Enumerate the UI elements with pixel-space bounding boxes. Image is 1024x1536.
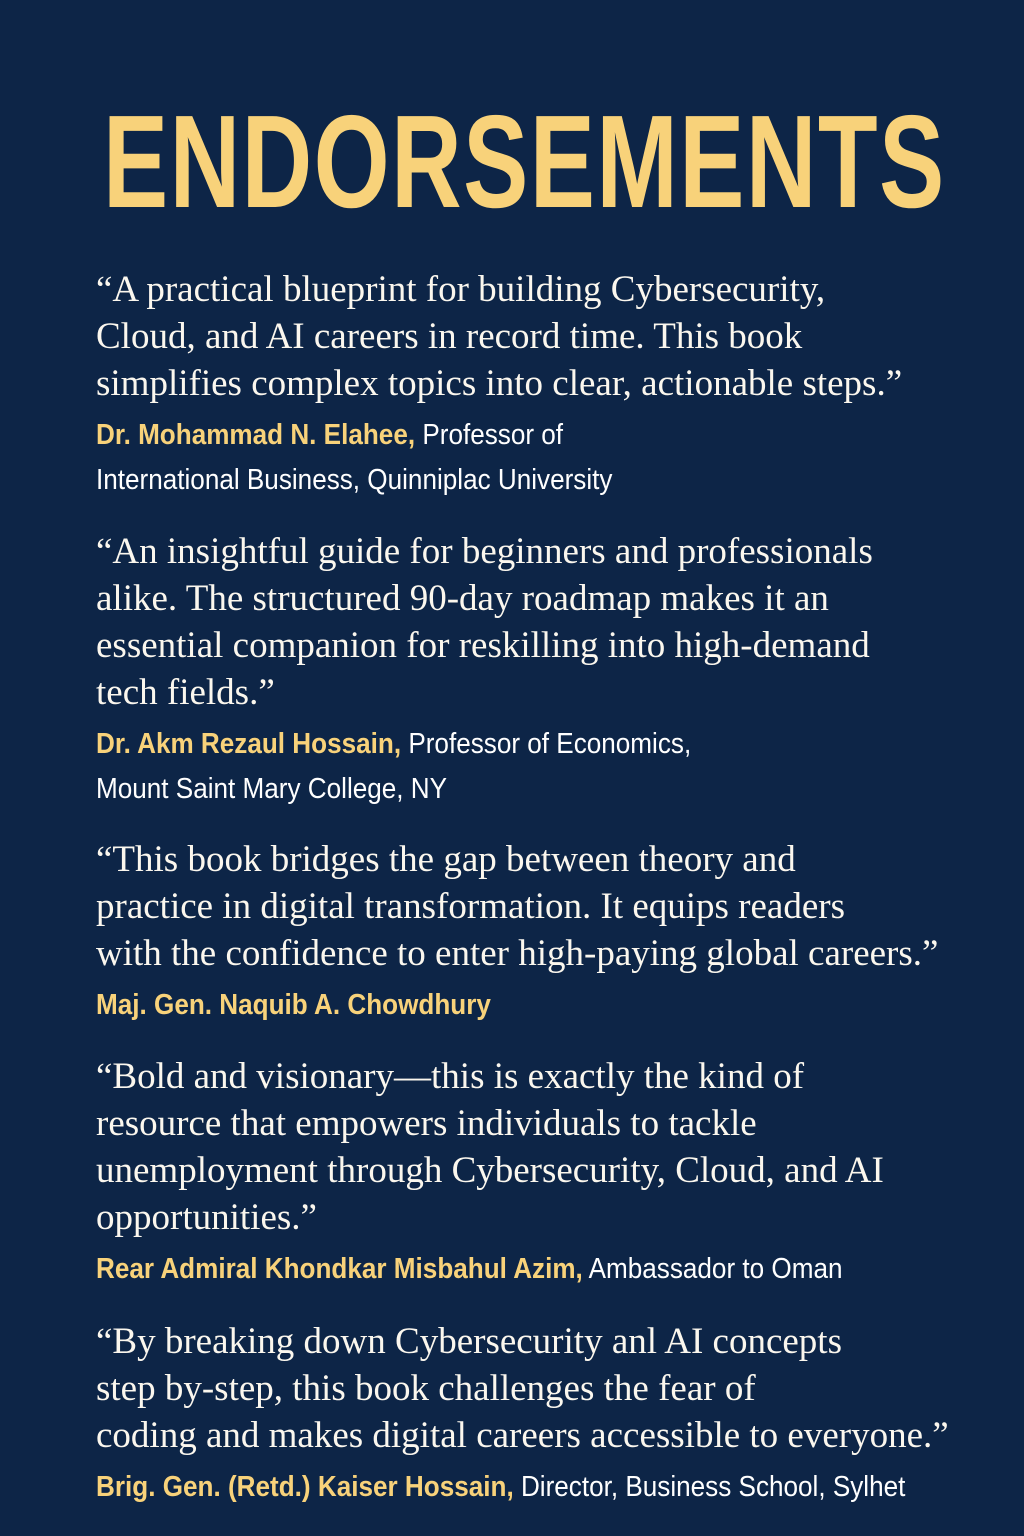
endorser-name: Brig. Gen. (Retd.) Kaiser Hossain,	[96, 1471, 514, 1503]
endorser-role: Professor of	[415, 419, 564, 451]
quote	[96, 528, 1024, 716]
endorser-role: Mount Saint Mary College, NY	[96, 773, 448, 805]
quote-line: “An insightful guide for beginners and professionals	[96, 531, 873, 572]
endorsement-5	[96, 1318, 1024, 1510]
quote-line: tech fields.”	[96, 672, 275, 713]
endorser-name: Rear Admiral Khondkar Misbahul Azim,	[96, 1253, 583, 1285]
endorsement-4	[96, 1053, 1024, 1292]
quote-line: opportunities.”	[96, 1197, 317, 1238]
attribution	[96, 1247, 931, 1292]
attribution	[96, 983, 931, 1028]
quote-line: resource that empowers individuals to tackle	[96, 1103, 757, 1144]
endorser-role: Ambassador to Oman	[582, 1253, 843, 1285]
quote-line: with the confidence to enter high-paying global careers.”	[96, 933, 939, 974]
page-title: ENDORSEMENTS	[103, 88, 946, 235]
quote-line: step by-step, this book challenges the fear of	[96, 1368, 756, 1409]
endorser-name: Dr. Akm Rezaul Hossain,	[96, 728, 402, 760]
endorsement-3	[96, 836, 1024, 1028]
endorsement-2	[96, 528, 1024, 812]
attribution	[96, 722, 931, 812]
attribution	[96, 1465, 931, 1510]
attribution	[96, 413, 931, 503]
quote-line: Cloud, and AI careers in record time. This book	[96, 316, 803, 357]
quote	[96, 1053, 1024, 1241]
endorser-role: Professor of Economics,	[401, 728, 692, 760]
endorsement-1	[96, 266, 1024, 503]
quote-line: “Bold and visionary—this is exactly the kind of	[96, 1056, 805, 1097]
quote-line: coding and makes digital careers accessible to everyone.”	[96, 1415, 949, 1456]
quote-line: alike. The structured 90-day roadmap makes it an	[96, 578, 829, 619]
quote	[96, 836, 1024, 977]
endorser-name: Dr. Mohammad N. Elahee,	[96, 419, 416, 451]
quote-line: “By breaking down Cybersecurity anl AI concepts	[96, 1321, 842, 1362]
quote-line: unemployment through Cybersecurity, Cloud, and AI	[96, 1150, 884, 1191]
quote	[96, 1318, 1024, 1459]
quote-line: simplifies complex topics into clear, actionable steps.”	[96, 363, 903, 404]
endorser-name: Maj. Gen. Naquib A. Chowdhury	[96, 989, 491, 1021]
endorser-role: Director, Business School, Sylhet	[513, 1471, 906, 1503]
quote-line: practice in digital transformation. It equips readers	[96, 886, 845, 927]
quote-line: essential companion for reskilling into high-demand	[96, 625, 870, 666]
quote-line: “A practical blueprint for building Cybersecurity,	[96, 269, 826, 310]
endorser-role: International Business, Quinniplac University	[96, 464, 613, 496]
quote-line: “This book bridges the gap between theory and	[96, 839, 796, 880]
quote	[96, 266, 1024, 407]
